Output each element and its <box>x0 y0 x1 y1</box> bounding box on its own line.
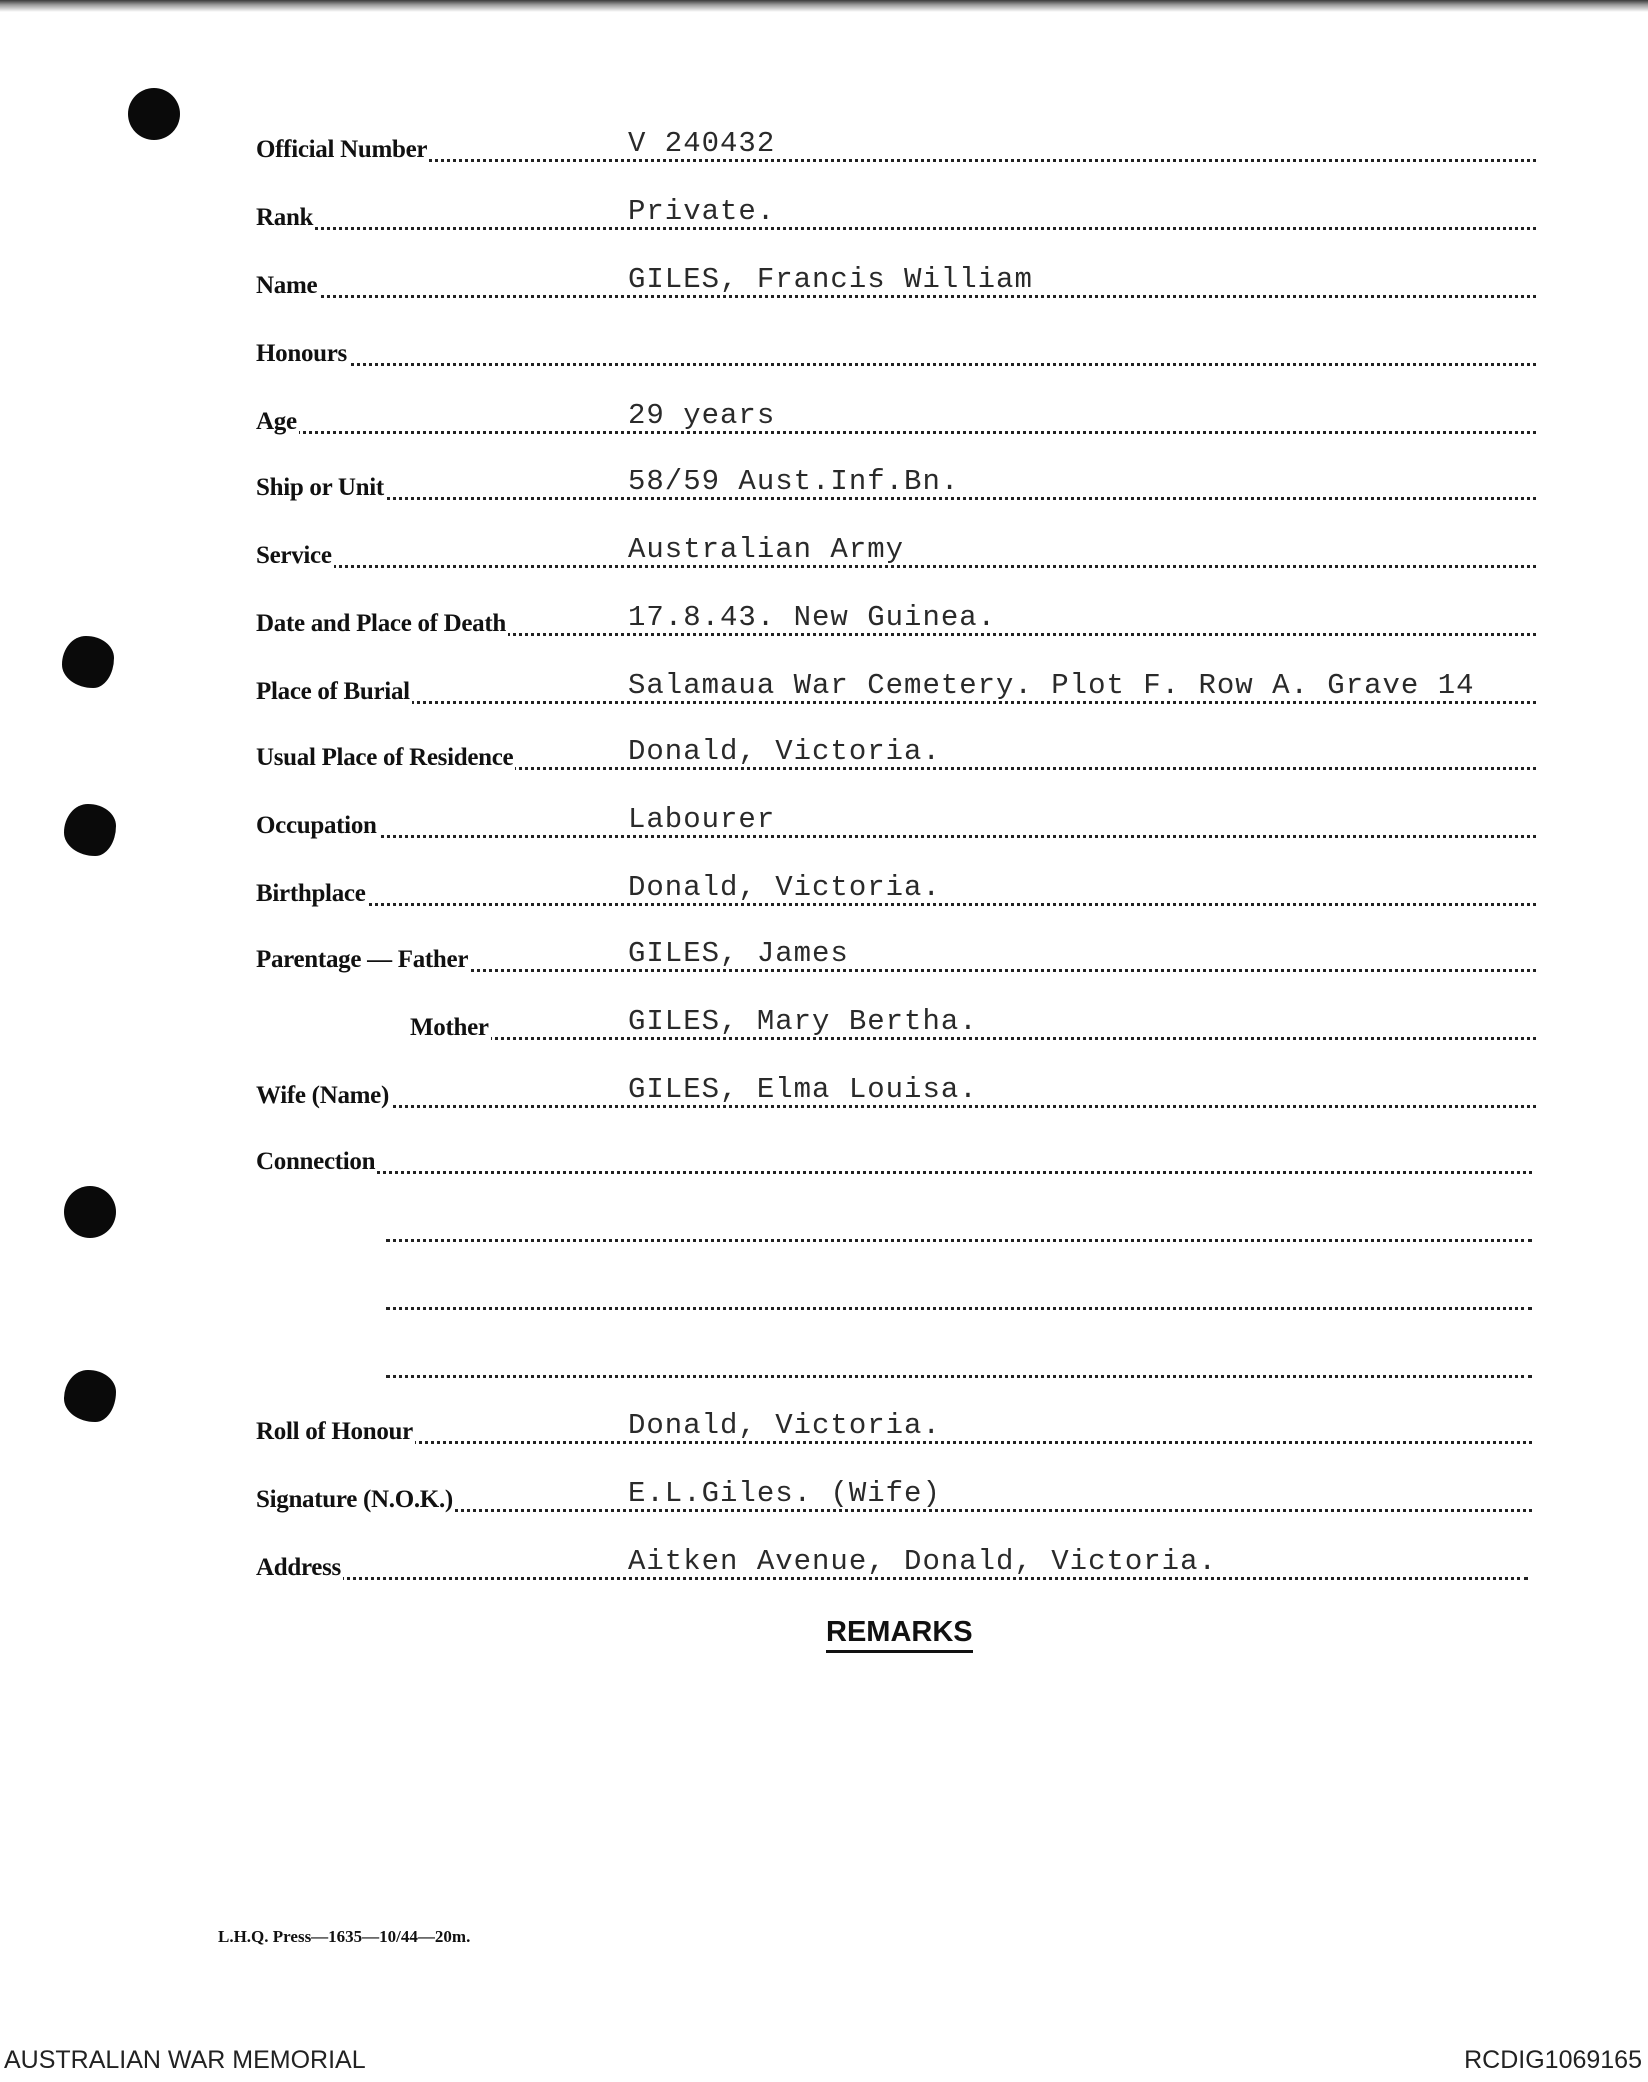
field-value: GILES, Elma Louisa. <box>628 1073 978 1106</box>
field-label: Place of Burial <box>256 678 410 705</box>
form-row-occupation <box>0 794 1648 846</box>
dotted-line <box>256 835 1536 838</box>
field-value: Donald, Victoria. <box>628 735 941 768</box>
field-label: Roll of Honour <box>256 1418 413 1445</box>
field-label: Occupation <box>256 812 377 839</box>
form-row-place-of-burial <box>0 660 1648 712</box>
form-row-name <box>0 254 1648 306</box>
field-value: Salamaua War Cemetery. Plot F. Row A. Grave 14 <box>628 669 1475 702</box>
field-value: 17.8.43. New Guinea. <box>628 601 997 634</box>
footer-institution: AUSTRALIAN WAR MEMORIAL <box>4 2046 366 2074</box>
field-value: Labourer <box>628 803 776 836</box>
field-label: Service <box>256 542 332 569</box>
dotted-line <box>386 1375 1532 1378</box>
field-value: 58/59 Aust.Inf.Bn. <box>628 465 960 498</box>
field-value: Donald, Victoria. <box>628 1409 941 1442</box>
field-label: Ship or Unit <box>256 474 384 501</box>
field-label: Honours <box>256 340 347 367</box>
field-value: GILES, James <box>628 937 849 970</box>
form-row-rank <box>0 186 1648 238</box>
field-label: Wife (Name) <box>256 1082 389 1109</box>
form-row-connection-continued <box>0 1334 1648 1386</box>
form-row-connection-continued <box>0 1198 1648 1250</box>
field-value: Aitken Avenue, Donald, Victoria. <box>628 1545 1217 1578</box>
form-row-official-number <box>0 118 1648 170</box>
form-row-signature <box>0 1468 1648 1520</box>
form-row-mother <box>0 996 1648 1048</box>
field-value: E.L.Giles. (Wife) <box>628 1477 941 1510</box>
form-row-ship-or-unit <box>0 456 1648 508</box>
remarks-heading: REMARKS <box>826 1616 973 1653</box>
form-row-honours <box>0 322 1648 374</box>
field-label: Rank <box>256 204 314 231</box>
field-value: GILES, Mary Bertha. <box>628 1005 978 1038</box>
field-label: Signature (N.O.K.) <box>256 1486 453 1513</box>
form-row-service <box>0 524 1648 576</box>
form-row-father <box>0 928 1648 980</box>
dotted-line <box>256 431 1536 434</box>
field-label: Mother <box>410 1014 489 1041</box>
field-label: Age <box>256 408 297 435</box>
form-row-age <box>0 390 1648 442</box>
field-value: 29 years <box>628 399 776 432</box>
dotted-line <box>256 1171 1532 1174</box>
field-label: Official Number <box>256 136 428 163</box>
field-label: Name <box>256 272 318 299</box>
form-row-wife <box>0 1064 1648 1116</box>
field-label: Connection <box>256 1148 376 1175</box>
field-label: Birthplace <box>256 880 366 907</box>
field-value: V 240432 <box>628 127 776 160</box>
form-row-birthplace <box>0 862 1648 914</box>
field-label: Date and Place of Death <box>256 610 506 637</box>
dotted-line <box>256 227 1536 230</box>
field-value: GILES, Francis William <box>628 263 1033 296</box>
field-value: Private. <box>628 195 776 228</box>
scan-top-edge <box>0 0 1648 12</box>
form-row-roll-of-honour <box>0 1400 1648 1452</box>
form-row-address <box>0 1536 1648 1588</box>
field-label: Parentage — Father <box>256 946 469 973</box>
dotted-line <box>386 1239 1532 1242</box>
printer-imprint: L.H.Q. Press—1635—10/44—20m. <box>218 1927 471 1946</box>
form-row-connection <box>0 1130 1648 1182</box>
dotted-line <box>256 159 1536 162</box>
dotted-line <box>386 1307 1532 1310</box>
form-row-usual-place-of-residence <box>0 726 1648 778</box>
form-row-connection-continued <box>0 1266 1648 1318</box>
field-label: Address <box>256 1554 341 1581</box>
field-label: Usual Place of Residence <box>256 744 514 771</box>
field-value: Donald, Victoria. <box>628 871 941 904</box>
form-row-date-and-place-of-death <box>0 592 1648 644</box>
field-value: Australian Army <box>628 533 905 566</box>
footer-record-id: RCDIG1069165 <box>1464 2046 1642 2074</box>
dotted-line <box>256 363 1536 366</box>
